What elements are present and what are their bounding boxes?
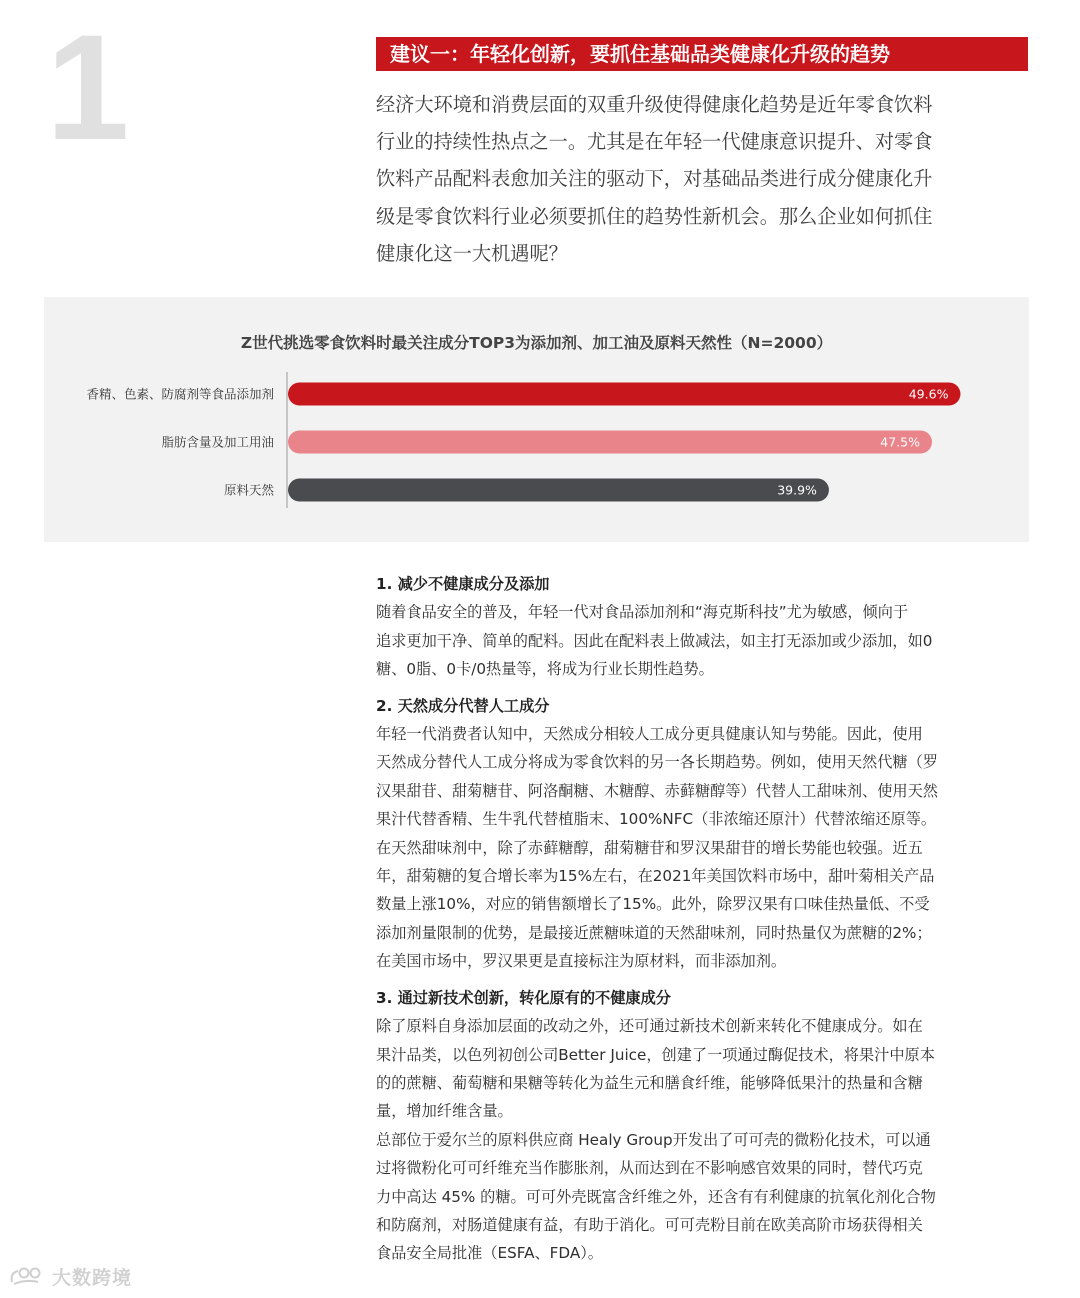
category-label: 原料天然	[223, 482, 274, 498]
data-label: 39.9%	[777, 482, 817, 498]
body-line: 力中高达 45% 的糖。可可外壳既富含纤维之外，还含有有利健康的抗氧化剂化合物	[376, 1187, 936, 1206]
intro-line: 行业的持续性热点之一。尤其是在年轻一代健康意识提升、对零食	[376, 130, 933, 154]
body-line: 在美国市场中，罗汉果更是直接标注为原材料，而非添加剂。	[376, 952, 787, 971]
intro-line: 健康化这一大机遇呢？	[376, 241, 568, 265]
intro-line: 经济大环境和消费层面的双重升级使得健康化趋势是近年零食饮料	[376, 93, 933, 116]
body-line: 汉果甜苷、甜菊糖苷、阿洛酮糖、木糖醇、赤藓糖醇等）代替人工甜味剂、使用天然	[376, 781, 938, 800]
bar-2	[288, 431, 932, 454]
section-title-banner: 建议一：年轻化创新，要抓住基础品类健康化升级的趋势	[376, 37, 1028, 71]
brand-logo-icon	[8, 1265, 48, 1287]
section-number: 1	[46, 3, 126, 171]
body-line: 年轻一代消费者认知中，天然成分相较人工成分更具健康认知与势能。因此，使用	[376, 725, 923, 744]
intro-line: 级是零食饮料行业必须要抓住的趋势性新机会。那么企业如何抓住	[376, 204, 933, 228]
section-heading: 2. 天然成分代替人工成分	[376, 696, 550, 715]
intro-paragraph	[376, 86, 1032, 272]
body-line: 总部位于爱尔兰的原料供应商 Healy Group开发出了可可壳的微粉化技术，可以通	[376, 1130, 931, 1149]
chart-title: Z世代挑选零食饮料时最关注成分TOP3为添加剂、加工油及原料天然性（N=2000）	[240, 334, 833, 352]
watermark-text: 大数跨境	[52, 1266, 133, 1289]
intro-line: 饮料产品配料表愈加关注的驱动下，对基础品类进行成分健康化升	[376, 167, 933, 191]
data-label: 47.5%	[880, 434, 920, 450]
body-line: 果汁代替香精、生牛乳代替植脂末、100%NFC（非浓缩还原汁）代替浓缩还原等。	[376, 810, 937, 829]
body-line: 糖、0脂、0卡/0热量等，将成为行业长期性趋势。	[376, 660, 714, 679]
bar-3	[288, 479, 829, 502]
body-line: 在天然甜味剂中，除了赤藓糖醇，甜菊糖苷和罗汉果甜苷的增长势能也较强。近五	[376, 838, 923, 857]
body-line: 追求更加干净、简单的配料。因此在配料表上做减法，如主打无添加或少添加，如0	[376, 631, 933, 650]
section-heading: 1. 减少不健康成分及添加	[376, 575, 550, 593]
body-line: 和防腐剂，对肠道健康有益，有助于消化。可可壳粉目前在欧美高阶市场获得相关	[376, 1215, 923, 1234]
section-heading: 3. 通过新技术创新，转化原有的不健康成分	[376, 988, 671, 1007]
body-line: 年，甜菊糖的复合增长率为15%左右，在2021年美国饮料市场中，甜叶菊相关产品	[376, 867, 935, 886]
body-line: 天然成分替代人工成分将成为零食饮料的另一各长期趋势。例如，使用天然代糖（罗	[376, 753, 938, 772]
data-label: 49.6%	[908, 386, 949, 402]
body-line: 果汁品类，以色列初创公司Better Juice，创建了一项通过酶促技术，将果汁中原本	[376, 1045, 935, 1064]
body-line: 过将微粉化可可纤维充当作膨胀剂，从而达到在不影响感官效果的同时，替代巧克	[376, 1159, 923, 1178]
body-line: 数量上涨10%，对应的销售额增长了15%。此外，除罗汉果有口味佳热量低、不受	[376, 895, 930, 914]
chart-panel	[44, 297, 1029, 542]
category-label: 香精、色素、防腐剂等食品添加剂	[86, 386, 274, 402]
watermark	[8, 1262, 132, 1290]
body-line: 随着食品安全的普及，年轻一代对食品添加剂和“海克斯科技”尤为敏感，倾向于	[376, 603, 909, 622]
article-body	[376, 570, 1036, 1268]
category-label: 脂肪含量及加工用油	[161, 434, 274, 450]
body-line: 食品安全局批准（ESFA、FDA）。	[376, 1244, 603, 1263]
body-line: 添加剂量限制的优势，是最接近蔗糖味道的天然甜味剂，同时热量仅为蔗糖的2%；	[376, 923, 932, 942]
bar-1	[288, 383, 960, 406]
body-line: 量，增加纤维含量。	[376, 1102, 513, 1121]
bar-chart	[44, 297, 1029, 542]
body-line: 的的蔗糖、葡萄糖和果糖等转化为益生元和膳食纤维，能够降低果汁的热量和含糖	[376, 1073, 923, 1092]
body-line: 除了原料自身添加层面的改动之外，还可通过新技术创新来转化不健康成分。如在	[376, 1017, 923, 1036]
